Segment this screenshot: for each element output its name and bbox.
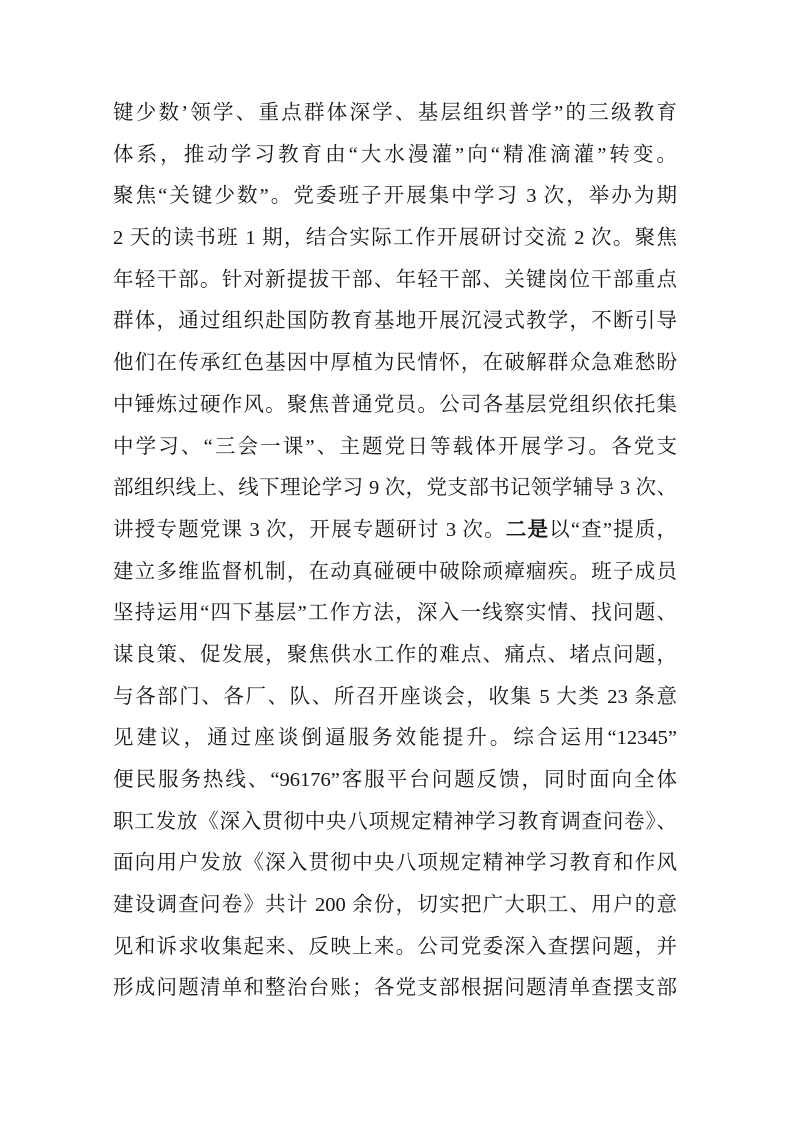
text-line xyxy=(113,552,677,594)
line-text: 群体，通过组织赴国防教育基地开展沉浸式教学，不断引导 xyxy=(113,310,677,333)
text-line xyxy=(113,677,677,719)
line-text: 谋良策、促发展，聚焦供水工作的难点、痛点、堵点问题， xyxy=(113,643,677,666)
text-line xyxy=(113,385,677,427)
line-text: 见和诉求收集起来、反映上来。公司党委深入查摆问题，并 xyxy=(113,935,677,958)
text-line xyxy=(113,176,677,218)
line-text: 便民服务热线、“96176”客服平台问题反馈，同时面向全体 xyxy=(113,769,677,791)
text-line xyxy=(113,927,677,969)
text-line xyxy=(113,885,677,927)
line-text: 中学习、“三会一课”、主题党日等载体开展学习。各党支 xyxy=(113,435,677,458)
line-text: 以“查”提质， xyxy=(549,518,678,541)
line-text: 聚焦“关键少数”。党委班子开展集中学习 3 次，举办为期 xyxy=(113,185,677,208)
line-text: 建立多维监督机制，在动真碰硬中破除顽瘴痼疾。班子成员 xyxy=(113,560,677,583)
line-text: 2 天的读书班 1 期，结合实际工作开展研讨交流 2 次。聚焦 xyxy=(113,227,677,250)
line-text: 职工发放《深入贯彻中央八项规定精神学习教育调查问卷》、 xyxy=(113,810,677,833)
text-line xyxy=(113,802,677,844)
line-text: 坚持运用“四下基层”工作方法，深入一线察实情、找问题、 xyxy=(113,602,677,625)
text-line xyxy=(113,760,677,802)
text-line xyxy=(113,301,677,343)
line-text: 与各部门、各厂、队、所召开座谈会，收集 5 大类 23 条意 xyxy=(113,685,677,708)
line-text: 见建议，通过座谈倒逼服务效能提升。综合运用“12345” xyxy=(113,727,677,750)
text-line xyxy=(113,635,677,677)
text-line xyxy=(113,218,677,260)
text-line xyxy=(113,593,677,635)
text-line xyxy=(113,427,677,469)
line-text: 面向用户发放《深入贯彻中央八项规定精神学习教育和作风 xyxy=(113,852,677,875)
line-text: 体系，推动学习教育由“大水漫灌”向“精准滴灌”转变。 xyxy=(113,143,677,166)
bold-phrase: 二是 xyxy=(505,518,550,541)
line-text: 键少数’领学、重点群体深学、基层组织普学”的三级教育 xyxy=(113,102,677,124)
body-text xyxy=(113,93,677,1010)
line-text: 年轻干部。针对新提拔干部、年轻干部、关键岗位干部重点 xyxy=(113,268,677,291)
line-text: 讲授专题党课 3 次，开展专题研讨 3 次。 xyxy=(113,518,506,541)
text-line xyxy=(113,468,677,510)
text-line xyxy=(113,260,677,302)
line-text: 部组织线上、线下理论学习 9 次，党支部书记领学辅导 3 次、 xyxy=(113,477,677,500)
line-text: 形成问题清单和整治台账；各党支部根据问题清单查摆支部 xyxy=(113,977,677,1000)
text-line xyxy=(113,843,677,885)
text-line xyxy=(113,718,677,760)
text-line xyxy=(113,135,677,177)
text-line xyxy=(113,968,677,1010)
line-text: 中锤炼过硬作风。聚焦普通党员。公司各基层党组织依托集 xyxy=(113,393,677,416)
line-text: 建设调查问卷》共计 200 余份，切实把广大职工、用户的意 xyxy=(113,894,677,917)
text-line xyxy=(113,93,677,135)
line-text: 他们在传承红色基因中厚植为民情怀，在破解群众急难愁盼 xyxy=(113,352,677,375)
text-line xyxy=(113,510,677,552)
text-line xyxy=(113,343,677,385)
